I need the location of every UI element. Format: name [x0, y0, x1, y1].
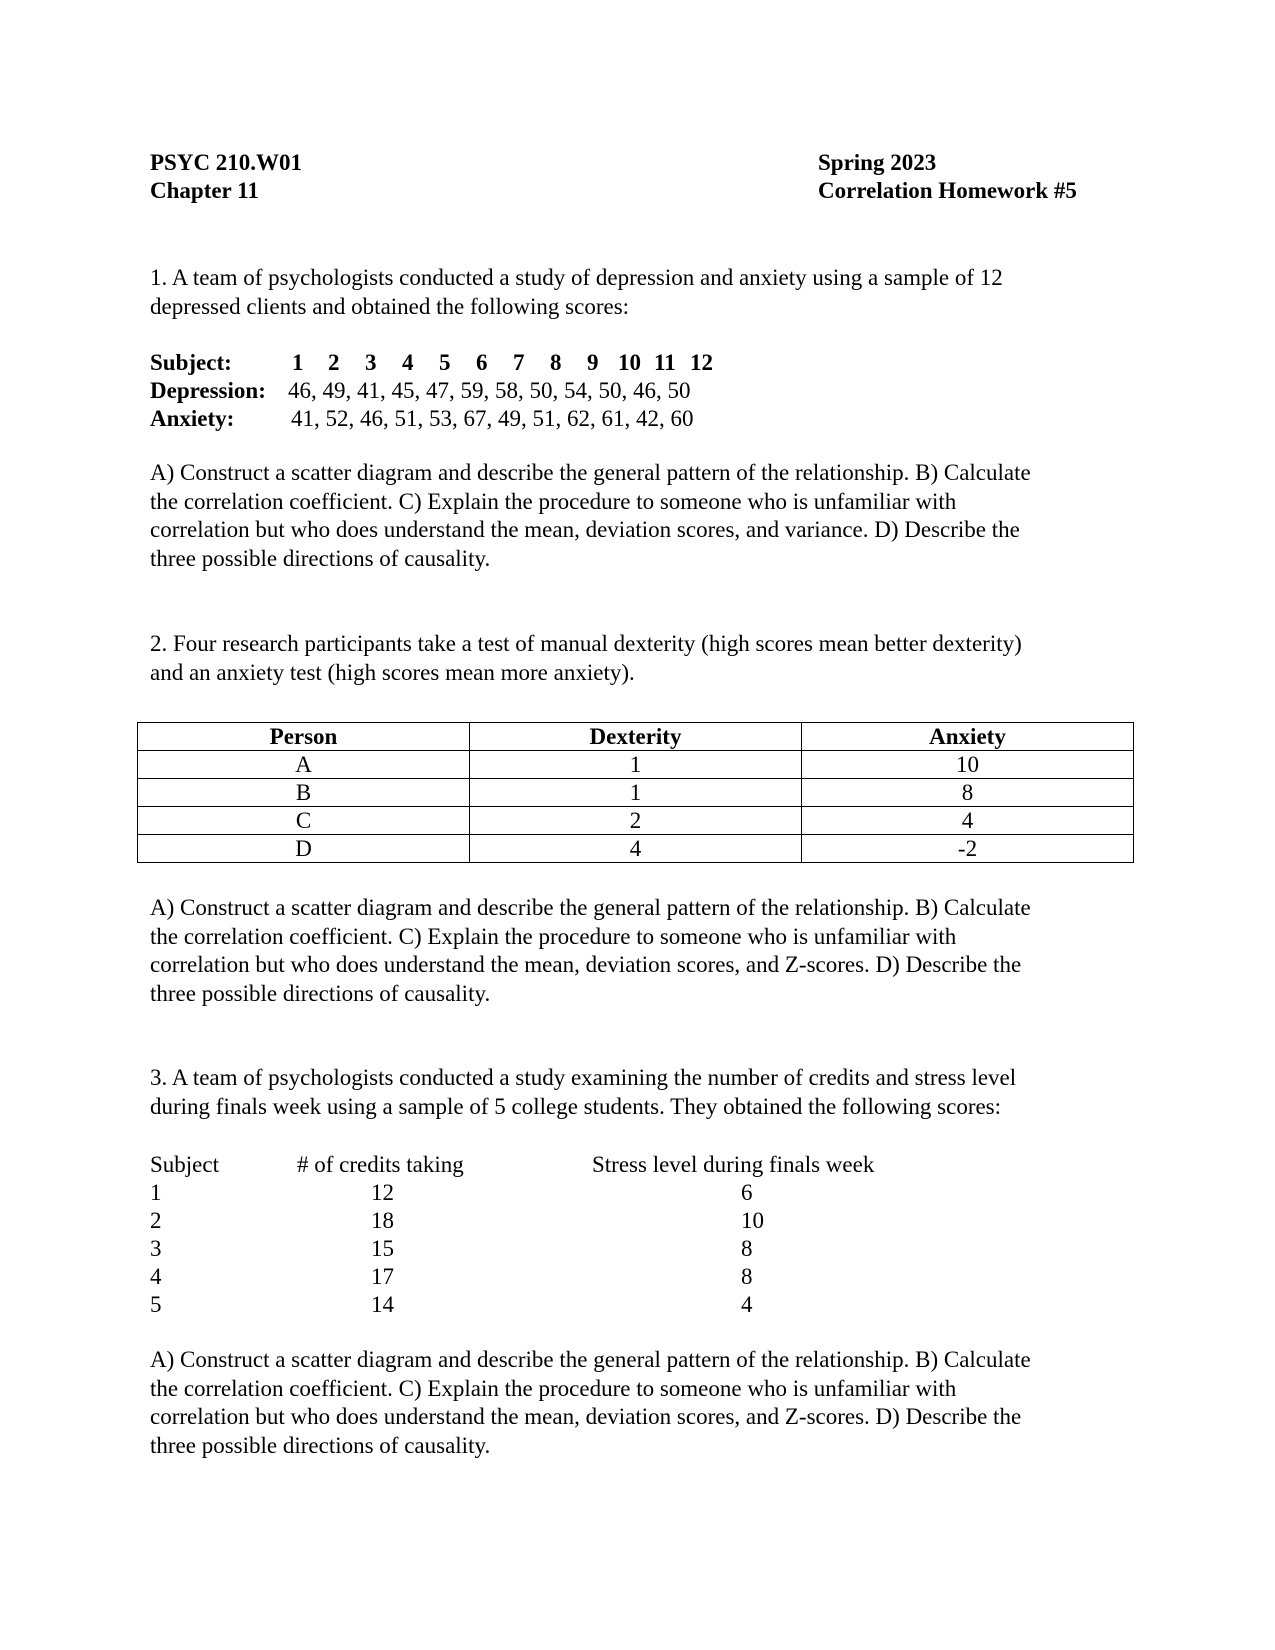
credits-cell: 14 [371, 1292, 394, 1317]
term-label: Spring 2023 [818, 150, 937, 175]
table-cell: 10 [802, 751, 1134, 779]
problem2-intro [150, 630, 1125, 687]
subject-cell: 5 [150, 1292, 162, 1317]
problem3-question-line: the correlation coefficient. C) Explain the procedure to someone who is unfamiliar with [150, 1375, 957, 1401]
subject-number: 3 [365, 350, 377, 375]
subject-number: 8 [550, 350, 562, 375]
subject-number: 6 [476, 350, 488, 375]
problem3-intro-line: during finals week using a sample of 5 college students. They obtained the following scores: [150, 1093, 1002, 1119]
subject-cell: 3 [150, 1236, 162, 1261]
stress-cell: 6 [741, 1180, 753, 1205]
problem2-question-line: three possible directions of causality. [150, 980, 491, 1006]
problem2-intro-line: 2. Four research participants take a test of manual dexterity (high scores mean better dexterity) [150, 631, 1022, 656]
subject-number: 4 [402, 350, 414, 375]
subject-number: 2 [328, 350, 340, 375]
stress-cell: 8 [741, 1264, 753, 1289]
stress-cell: 10 [741, 1208, 764, 1233]
table-row [138, 751, 1134, 779]
subject-cell: 1 [150, 1180, 162, 1205]
column-header-credits: # of credits taking [297, 1152, 464, 1177]
problem1-question-line: the correlation coefficient. C) Explain the procedure to someone who is unfamiliar with [150, 488, 957, 514]
credits-cell: 15 [371, 1236, 394, 1261]
problem1-intro [150, 264, 1125, 321]
table-cell: 4 [802, 807, 1134, 835]
table-cell: D [138, 835, 470, 863]
subject-number: 12 [690, 350, 713, 375]
column-header-person: Person [138, 723, 470, 751]
credits-cell: 17 [371, 1264, 394, 1289]
table-cell: 8 [802, 779, 1134, 807]
anxiety-label: Anxiety: [150, 406, 235, 431]
problem2-question-line: the correlation coefficient. C) Explain the procedure to someone who is unfamiliar with [150, 923, 957, 949]
column-header-dexterity: Dexterity [470, 723, 802, 751]
table-cell: B [138, 779, 470, 807]
problem1-question-line: three possible directions of causality. [150, 545, 491, 571]
problem1-intro-line: depressed clients and obtained the following scores: [150, 293, 630, 319]
problem1-depression-row [150, 377, 691, 405]
problem3-question-line: A) Construct a scatter diagram and describe the general pattern of the relationship. B) Calculate [150, 1347, 1031, 1372]
column-header-stress: Stress level during finals week [592, 1152, 875, 1177]
subject-cell: 4 [150, 1264, 162, 1289]
table-row [138, 835, 1134, 863]
problem3-question-line: three possible directions of causality. [150, 1432, 491, 1458]
column-header-subject: Subject [150, 1152, 219, 1177]
problem1-intro-line: 1. A team of psychologists conducted a study of depression and anxiety using a sample of 12 [150, 265, 1003, 290]
table-row [138, 779, 1134, 807]
problem1-question-line: A) Construct a scatter diagram and describe the general pattern of the relationship. B) Calculate [150, 460, 1031, 485]
subject-number: 1 [292, 350, 304, 375]
problem2-question-line: correlation but who does understand the mean, deviation scores, and Z-scores. D) Describe the [150, 952, 1022, 977]
table-cell: -2 [802, 835, 1134, 863]
table-cell: 2 [470, 807, 802, 835]
depression-label: Depression: [150, 378, 266, 403]
problem3-question-line: correlation but who does understand the mean, deviation scores, and Z-scores. D) Describe the [150, 1404, 1022, 1429]
subject-label: Subject: [150, 350, 232, 375]
subject-number: 10 [618, 350, 641, 375]
depression-values: 46, 49, 41, 45, 47, 59, 58, 50, 54, 50, 46, 50 [288, 378, 691, 403]
problem3-intro-line: 3. A team of psychologists conducted a study examining the number of credits and stress level [150, 1065, 1017, 1090]
table-cell: 4 [470, 835, 802, 863]
problem3-intro [150, 1064, 1125, 1121]
problem1-anxiety-row [150, 405, 694, 433]
credits-cell: 12 [371, 1180, 394, 1205]
anxiety-values: 41, 52, 46, 51, 53, 67, 49, 51, 62, 61, 42, 60 [291, 406, 694, 431]
problem3-questions [150, 1346, 1125, 1460]
subject-number: 11 [654, 350, 676, 375]
credits-cell: 18 [371, 1208, 394, 1233]
problem2-questions [150, 894, 1125, 1008]
table-cell: A [138, 751, 470, 779]
course-code: PSYC 210.W01 [150, 150, 303, 175]
table-cell: 1 [470, 751, 802, 779]
column-header-anxiety: Anxiety [802, 723, 1134, 751]
dexterity-anxiety-table [137, 722, 1134, 863]
subject-number: 5 [439, 350, 451, 375]
problem2-question-line: A) Construct a scatter diagram and describe the general pattern of the relationship. B) Calculate [150, 895, 1031, 920]
table-cell: 1 [470, 779, 802, 807]
subject-number: 9 [587, 350, 599, 375]
stress-cell: 8 [741, 1236, 753, 1261]
chapter-label: Chapter 11 [150, 178, 259, 203]
problem1-subject-row [150, 349, 713, 377]
subject-number: 7 [513, 350, 525, 375]
problem1-questions [150, 459, 1125, 573]
problem2-intro-line: and an anxiety test (high scores mean more anxiety). [150, 659, 635, 685]
subject-cell: 2 [150, 1208, 162, 1233]
table-cell: C [138, 807, 470, 835]
table-row [138, 807, 1134, 835]
assignment-title: Correlation Homework #5 [818, 178, 1077, 203]
table-header-row [138, 723, 1134, 751]
stress-cell: 4 [741, 1292, 753, 1317]
problem1-question-line: correlation but who does understand the mean, deviation scores, and variance. D) Describe the [150, 517, 1020, 542]
